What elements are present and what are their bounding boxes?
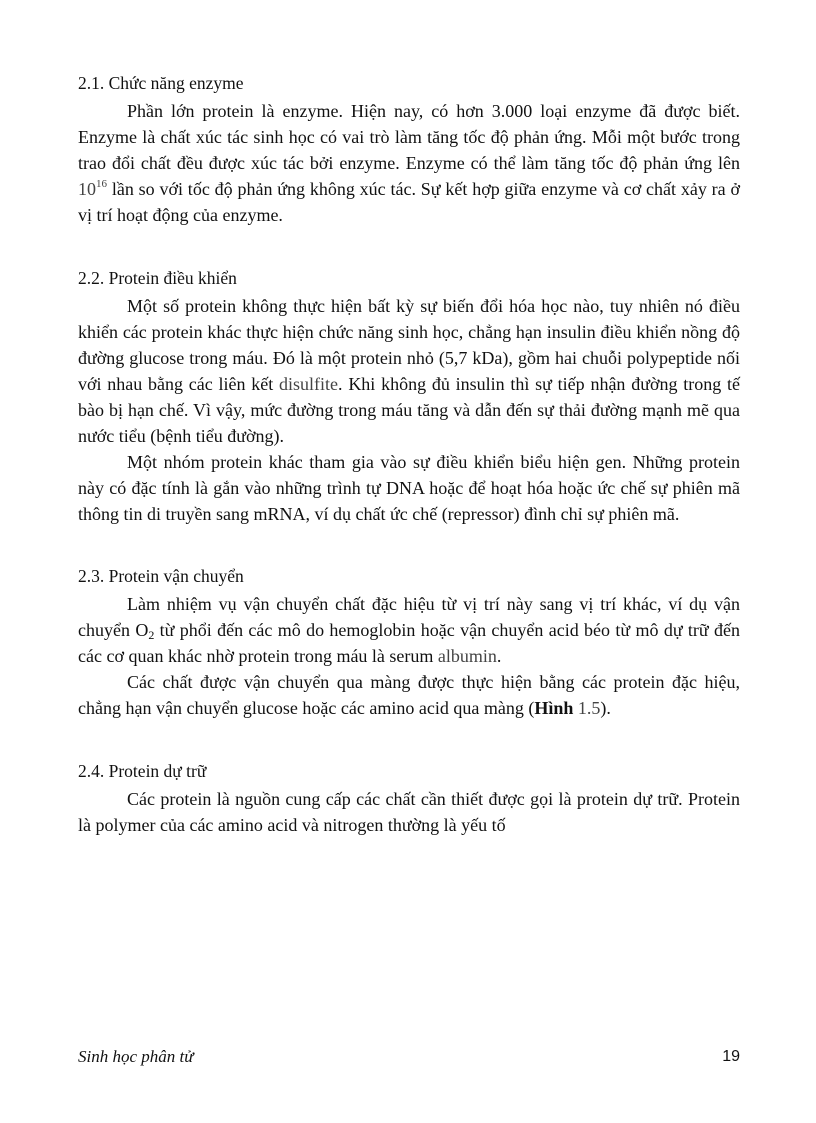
- section-storage-protein: [78, 758, 740, 838]
- paragraph-text: ).: [600, 698, 611, 718]
- section-enzyme-function: [78, 70, 740, 228]
- paragraph-text: từ phổi đến các mô do hemoglobin hoặc vận chuyển acid béo từ mô dự trữ đến các cơ quan khác nhờ protein trong máu là serum: [78, 620, 740, 666]
- paragraph-text: Làm nhiệm vụ vận chuyển chất đặc hiệu từ vị trí này sang vị trí khác, ví dụ vận chuyển O: [78, 594, 740, 640]
- section-heading: 2.2. Protein điều khiển: [78, 268, 237, 288]
- page-footer: [78, 1046, 740, 1068]
- paragraph-text: Phần lớn protein là enzyme. Hiện nay, có hơn 3.000 loại enzyme đã được biết. Enzyme là chất xúc tác sinh học có vai trò làm tăng tốc độ phản ứng. Mỗi một bước trong trao đổi chất đều được xúc tác bởi enzyme. Enzyme có thể làm tăng tốc độ phản ứng lên: [78, 101, 740, 173]
- figure-reference-label: Hình: [534, 698, 574, 718]
- paragraph-text: Các chất được vận chuyển qua màng được thực hiện bằng các protein đặc hiệu, chẳng hạn vận chuyển glucose hoặc các amino acid qua màng (: [78, 672, 740, 718]
- page-number: 19: [722, 1048, 740, 1065]
- section-heading: 2.4. Protein dự trữ: [78, 761, 207, 781]
- section-transport-protein: [78, 563, 740, 721]
- paragraph: [78, 293, 740, 449]
- paragraph: [78, 591, 740, 669]
- paragraph: Các protein là nguồn cung cấp các chất cần thiết được gọi là protein dự trữ. Protein là polymer của các amino acid và nitrogen thường là yếu tố: [78, 789, 740, 835]
- figure-reference-number: 1.5: [573, 698, 601, 718]
- term-disulfite: disulfite: [279, 374, 339, 394]
- power-exponent: 16: [96, 178, 107, 190]
- paragraph-text: Một số protein không thực hiện bất kỳ sự biến đổi hóa học nào, tuy nhiên nó điều khiển các protein khác thực hiện chức năng sinh học, chẳng hạn insulin điều khiển nồng độ đường glucose trong máu. Đó là một protein nhỏ (5,7 kDa), gồm hai chuỗi polypeptide nối với nhau bằng các liên kết: [78, 296, 740, 394]
- section-heading: 2.3. Protein vận chuyển: [78, 566, 244, 586]
- section-heading: 2.1. Chức năng enzyme: [78, 73, 244, 93]
- subscript-two: 2: [148, 628, 155, 642]
- paragraph: [78, 669, 740, 721]
- book-title: Sinh học phân tử: [78, 1047, 194, 1066]
- paragraph-text: . Khi không đủ insulin thì sự tiếp nhận đường trong tế bào bị hạn chế. Vì vậy, mức đường trong máu tăng và dẫn đến sự thải đường mạnh mẽ qua nước tiểu (bệnh tiểu đường).: [78, 374, 740, 446]
- page-content: [78, 70, 740, 838]
- paragraph-text: lần so với tốc độ phản ứng không xúc tác. Sự kết hợp giữa enzyme và cơ chất xảy ra ở vị trí hoạt động của enzyme.: [78, 179, 740, 225]
- paragraph: [78, 98, 740, 228]
- paragraph: Một nhóm protein khác tham gia vào sự điều khiển biểu hiện gen. Những protein này có đặc tính là gắn vào những trình tự DNA hoặc để hoạt hóa hoặc ức chế sự phiên mã thông tin di truyền sang mRNA, ví dụ chất ức chế (repressor) đình chỉ sự phiên mã.: [78, 452, 740, 524]
- paragraph-text: .: [496, 646, 502, 666]
- power-base: 10: [78, 179, 96, 199]
- section-regulatory-protein: [78, 265, 740, 527]
- term-albumin: albumin: [437, 646, 497, 666]
